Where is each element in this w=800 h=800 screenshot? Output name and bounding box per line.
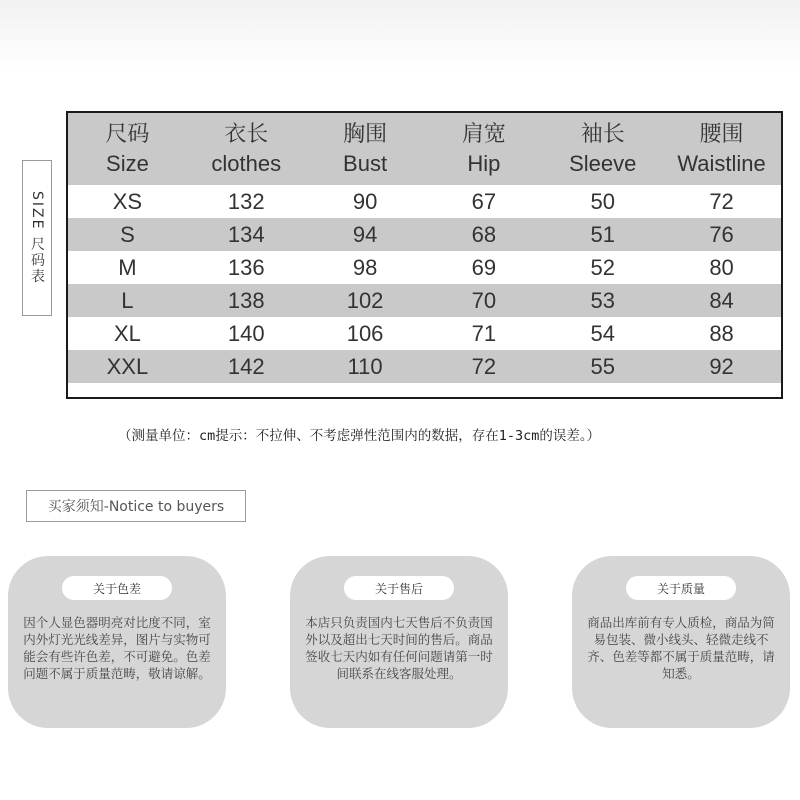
table-cell: 140: [227, 320, 265, 346]
table-cell: 88: [709, 320, 734, 346]
table-cell: 52: [590, 254, 615, 280]
card-quality: [572, 556, 790, 728]
card-text: 因个人显色器明亮对比度不同，室内外灯光光线差异，图片与实物可能会有些许色差，不可避免。色差问题不属于质量范畴，敬请谅解。: [23, 615, 211, 681]
table-row: [68, 251, 781, 284]
table-cell: S: [120, 221, 135, 247]
table-cell: 68: [471, 221, 497, 247]
table-cell: 71: [471, 320, 497, 346]
table-cell: 92: [709, 353, 734, 379]
header-sleeve-en: Sleeve: [569, 151, 637, 176]
header-bust-zh: 胸围: [343, 121, 388, 146]
table-cell: 67: [471, 188, 497, 214]
notice-title: 买家须知-Notice to buyers: [26, 490, 246, 522]
table-cell: 72: [471, 353, 497, 379]
table-header-row: [68, 113, 781, 185]
table-cell: 55: [590, 353, 615, 379]
table-cell: 132: [227, 188, 265, 214]
table-row: [68, 350, 781, 383]
header-hip-en: Hip: [467, 151, 501, 176]
header-bust-en: Bust: [343, 151, 388, 176]
card-text: 本店只负责国内七天售后不负责国外以及超出七天时间的售后。商品签收七天内如有任何问题请第一时间联系在线客服处理。: [305, 615, 493, 681]
table-cell: 76: [709, 221, 734, 247]
header-clothes-zh: 衣长: [224, 121, 269, 146]
header-size-en: Size: [106, 151, 149, 176]
table-cell: 134: [227, 221, 265, 247]
measurement-note: （测量单位：cm提示：不拉伸、不考虑弹性范围内的数据，存在1-3cm的误差。）: [118, 428, 601, 444]
header-hip: [424, 113, 543, 185]
table-cell: XXL: [106, 353, 149, 379]
table-row: [68, 218, 781, 251]
table-cell: XL: [113, 320, 141, 346]
table-cell: 94: [352, 221, 378, 247]
header-size-zh: 尺码: [105, 121, 150, 146]
table-cell: 138: [227, 287, 265, 313]
header-waistline-zh: 腰围: [699, 121, 744, 146]
header-size: [68, 113, 187, 185]
header-sleeve: [543, 113, 662, 185]
card-tag: 关于质量: [626, 576, 736, 600]
table-row: [68, 284, 781, 317]
table-cell: 84: [709, 287, 734, 313]
header-sleeve-zh: 袖长: [580, 121, 625, 146]
table-cell: XS: [112, 188, 143, 214]
header-clothes: [187, 113, 306, 185]
table-cell: 102: [346, 287, 384, 313]
table-cell: 110: [347, 353, 383, 379]
side-size-label: [22, 160, 52, 316]
header-waistline-en: Waistline: [677, 151, 766, 176]
table-cell: L: [121, 287, 134, 313]
card-text: 商品出库前有专人质检，商品为简易包装、微小线头、轻微走线不齐、色差等都不属于质量范畴，请知悉。: [587, 615, 775, 681]
table-cell: 69: [471, 254, 497, 280]
table-cell: 80: [709, 254, 734, 280]
table-cell: 142: [227, 353, 265, 379]
table-cell: 98: [352, 254, 378, 280]
table-cell: 106: [346, 320, 384, 346]
table-cell: 53: [590, 287, 615, 313]
header-bust: [306, 113, 425, 185]
table-cell: 136: [227, 254, 265, 280]
table-cell: 70: [471, 287, 497, 313]
table-cell: 54: [590, 320, 615, 346]
side-size-label-text: SIZE 尺码表: [29, 191, 45, 285]
table-cell: 90: [352, 188, 378, 214]
top-background: [0, 0, 800, 70]
table-row: [68, 185, 781, 218]
header-clothes-en: clothes: [211, 151, 282, 176]
card-after-sales: [290, 556, 508, 728]
card-tag: 关于色差: [62, 576, 172, 600]
header-waistline: [662, 113, 781, 185]
size-table: [66, 111, 783, 399]
header-hip-zh: 肩宽: [461, 121, 506, 146]
card-color-difference: [8, 556, 226, 728]
table-row: [68, 317, 781, 350]
table-cell: 72: [709, 188, 734, 214]
table-cell: M: [118, 254, 137, 280]
table-cell: 51: [590, 221, 615, 247]
table-cell: 50: [590, 188, 615, 214]
card-tag: 关于售后: [344, 576, 454, 600]
